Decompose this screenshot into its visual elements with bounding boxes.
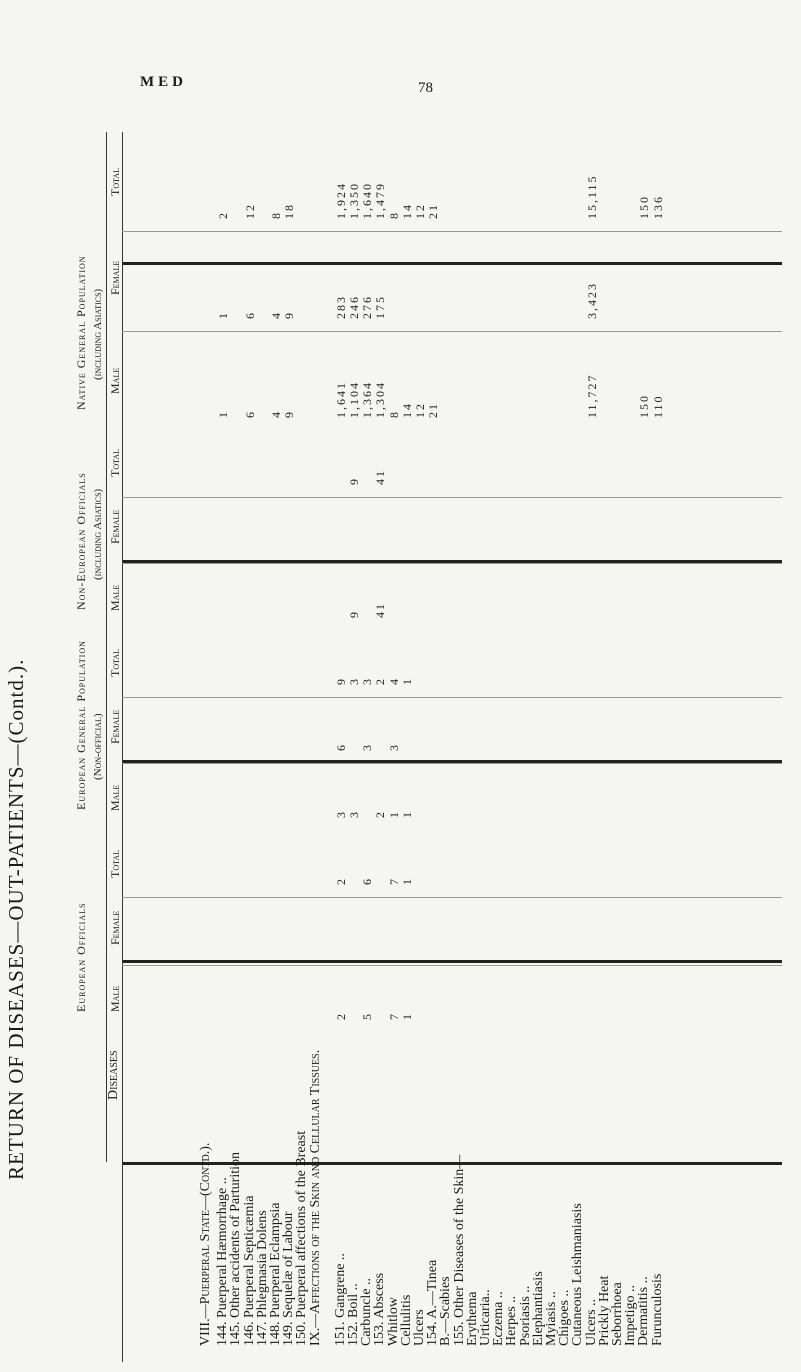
table-cell: 1,479 [373, 182, 388, 220]
table-cell: 41 [373, 602, 388, 618]
table-cell: 1 [216, 410, 231, 418]
column-header: Total [108, 649, 122, 678]
table-cell: 2 [333, 1012, 348, 1020]
column-header: Male [108, 784, 122, 811]
column-divider [122, 231, 782, 232]
disease-row-label: 149. Sequelæ of Labour [281, 1211, 297, 1346]
table-cell: 110 [650, 394, 665, 418]
table-cell: 1 [399, 877, 414, 886]
table-cell: 1,304 [373, 381, 388, 418]
table-cell: 175 [373, 294, 388, 319]
section-title: VIII.—Puerperal State—(Contd.). [198, 1142, 213, 1346]
table-cell: 1 [399, 676, 414, 685]
column-header: Male [108, 986, 122, 1013]
disease-row-label: 146. Puerperal Septicæmia [241, 1195, 257, 1346]
section-title: IX.—Affections of the Skin and Cellular Tissues. [307, 1049, 323, 1346]
table-cell: 1,924 [333, 182, 348, 220]
table-cell: 9 [347, 610, 361, 618]
table-cell: 1,350 [347, 182, 361, 220]
table-cell: 1,640 [360, 182, 375, 220]
table-cell: 12 [413, 402, 427, 418]
table-cell: 4 [269, 410, 283, 418]
table-cell: 7 [386, 877, 401, 886]
disease-row-label: B.—Scabies [438, 1276, 454, 1346]
table-cell: 6 [242, 410, 257, 418]
table-cell: 9 [282, 410, 297, 418]
table-cell: 3 [347, 676, 361, 685]
table-cell: 4 [386, 676, 401, 685]
column-group-subtitle: (including Asiatics) [92, 288, 104, 380]
table-cell: 12 [242, 203, 257, 220]
table-cell: 2 [216, 211, 231, 220]
table-cell: 1 [399, 810, 414, 818]
column-header: Female [108, 260, 122, 295]
disease-row-label: Herpes .. [504, 1295, 520, 1346]
table-cell: 9 [333, 676, 348, 685]
disease-row-label: 154. A.—Tinea [425, 1259, 441, 1346]
table-cell: 14 [399, 402, 414, 418]
table-cell: 18 [282, 203, 297, 220]
disease-row-label: Eczema .. [491, 1291, 507, 1346]
disease-row-label: Dermatitis .. [636, 1276, 652, 1346]
table-cell: 1 [386, 810, 401, 818]
table-cell: 2 [333, 877, 348, 886]
table-cell: 21 [426, 402, 441, 418]
column-header: Female [108, 910, 122, 945]
disease-row-label: 151. Gangrene .. [332, 1253, 348, 1346]
table-cell: 9 [282, 310, 297, 319]
disease-row-label: 145. Other accidents of Parturition [228, 1151, 244, 1346]
column-group-subtitle: (Non-official) [92, 713, 104, 780]
table-cell: 8 [386, 410, 401, 418]
disease-row-label: Whitlow [385, 1297, 401, 1346]
disease-row-label: Elephantiasis [530, 1271, 546, 1346]
column-group-title: European General Population [74, 640, 88, 810]
table-cell: 6 [242, 310, 257, 319]
table-cell: 1,104 [347, 381, 361, 418]
disease-row-label: Ulcers .. [583, 1298, 599, 1346]
table-cell: 276 [360, 294, 375, 319]
disease-row-label: Prickly Heat [596, 1275, 612, 1346]
table-cell: 150 [637, 394, 652, 418]
column-divider [122, 763, 782, 764]
disease-row-label: Furunculosis [649, 1273, 665, 1346]
disease-row-label: Urticaria.. [478, 1289, 493, 1346]
disease-row-label: Psoriasis .. [517, 1285, 533, 1346]
disease-row-label: 153. Abscess [372, 1272, 388, 1346]
column-group-title: Non-European Officials [74, 472, 88, 610]
disease-row-label: Myiasis .. [544, 1291, 559, 1346]
disease-row-label: Erythema [464, 1291, 480, 1346]
table-cell: 1,641 [333, 381, 348, 418]
column-divider [122, 965, 782, 966]
disease-row-label: Cellulitis [398, 1294, 414, 1346]
disease-row-label: Carbuncle .. [359, 1277, 375, 1346]
column-header: Total [108, 167, 122, 196]
table-cell: 3 [360, 743, 375, 752]
column-header: Male [108, 368, 122, 395]
disease-row-label: 147. Phlegmasia Dolens [254, 1210, 270, 1346]
table-cell: 11,727 [584, 373, 599, 418]
disease-row-label: Chigoes .. [557, 1289, 573, 1346]
table-cell: 4 [269, 310, 283, 319]
table-cell: 136 [650, 195, 665, 220]
disease-row-label: 144. Puerperal Hæmorrhage .. [215, 1177, 231, 1346]
table-cell: 9 [347, 476, 361, 485]
disease-row-label: Seborrhoea [610, 1282, 625, 1346]
column-group-title: Native General Population [74, 255, 88, 410]
table-cell: 14 [399, 203, 414, 220]
header-left: MED [140, 74, 187, 90]
table-cell: 8 [269, 211, 283, 220]
disease-row-label: 155. Other Diseases of the Skin— [451, 1154, 467, 1346]
column-divider [122, 331, 782, 332]
disease-row-label: Ulcers [412, 1309, 427, 1346]
table-cell: 283 [333, 294, 348, 319]
table-cell: 150 [637, 195, 652, 220]
table-cell: 3,423 [584, 281, 599, 319]
running-title: RETURN OF DISEASES—OUT-PATIENTS—(Contd.). [4, 658, 28, 1180]
page-number: 78 [418, 80, 433, 96]
table-cell: 5 [360, 1012, 375, 1020]
column-group-subtitle: (including Asiatics) [92, 488, 104, 580]
column-group-title: European Officials [74, 902, 88, 1012]
column-header: Male [108, 584, 122, 611]
column-divider [122, 897, 782, 898]
column-header: Female [108, 709, 122, 744]
table-frame [66, 132, 786, 1372]
table-cell: 2 [373, 810, 388, 818]
table-cell: 21 [426, 203, 441, 220]
table-cell: 41 [373, 468, 388, 485]
column-header: Total [108, 849, 122, 878]
table-cell: 15,115 [584, 174, 599, 220]
disease-row-label: 150. Puerperal affections of the Breast [294, 1130, 310, 1346]
table-cell: 1 [216, 310, 231, 319]
table-cell: 3 [347, 810, 361, 818]
column-divider [122, 563, 782, 564]
table-cell: 12 [413, 203, 427, 220]
table-cell: 1 [399, 1012, 414, 1020]
table-cell: 6 [360, 877, 375, 886]
disease-row-label: Cutaneous Leishmaniasis [570, 1203, 586, 1346]
table-cell: 3 [386, 743, 401, 752]
table-cell: 1,364 [360, 381, 375, 418]
column-header: Total [108, 449, 122, 478]
table-cell: 3 [360, 676, 375, 685]
table-cell: 2 [373, 676, 388, 685]
table-cell: 246 [347, 294, 361, 319]
disease-row-label: 148. Puerperal Eclampsia [268, 1202, 283, 1346]
disease-row-label: 152. Boil .. [346, 1283, 361, 1346]
table-cell: 7 [386, 1012, 401, 1020]
table-cell: 6 [333, 743, 348, 752]
column-header: Female [108, 509, 122, 544]
column-divider [122, 497, 782, 498]
table-cell: 8 [386, 211, 401, 220]
diseases-header: Diseases [106, 1050, 121, 1100]
table-cell: 3 [333, 810, 348, 818]
disease-row-label: Impetigo .. [623, 1284, 639, 1346]
column-divider [122, 697, 782, 698]
